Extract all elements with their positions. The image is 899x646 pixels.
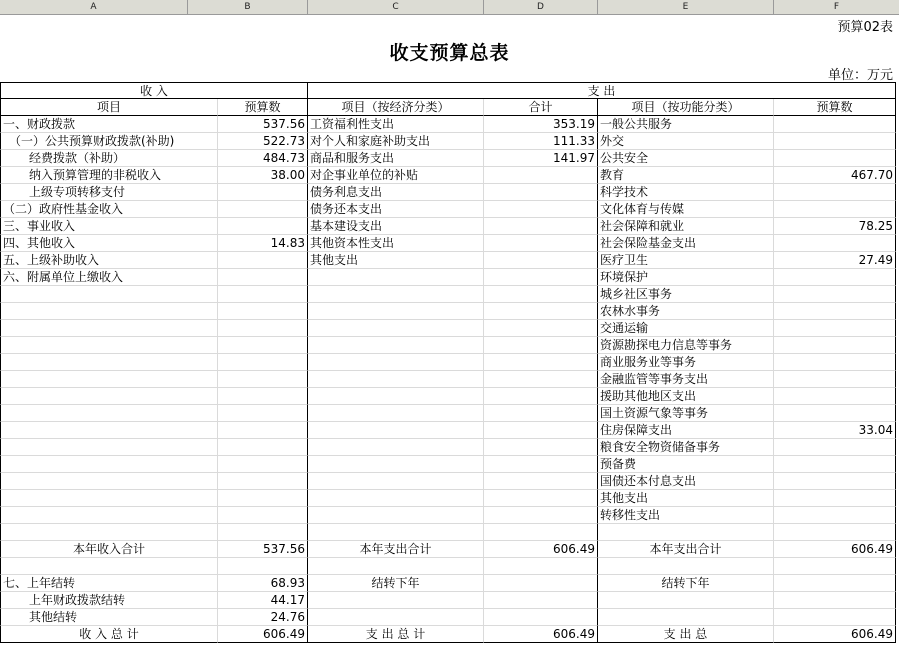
income-item-cell[interactable]: 六、附属单位上缴收入 — [0, 269, 218, 286]
func-item-cell[interactable]: 公共安全 — [598, 150, 774, 167]
econ-item-cell[interactable] — [308, 473, 484, 490]
income-item-cell[interactable] — [0, 303, 218, 320]
econ-amount-cell[interactable] — [484, 405, 598, 422]
econ-item-cell[interactable]: 结转下年 — [308, 575, 484, 592]
income-amount-cell[interactable]: 484.73 — [218, 150, 308, 167]
econ-amount-cell[interactable]: 111.33 — [484, 133, 598, 150]
income-item-cell[interactable]: 纳入预算管理的非税收入 — [0, 167, 218, 184]
econ-amount-cell[interactable]: 141.97 — [484, 150, 598, 167]
func-amount-cell[interactable] — [774, 490, 896, 507]
econ-amount-cell[interactable]: 606.49 — [484, 541, 598, 558]
econ-item-cell[interactable] — [308, 609, 484, 626]
func-item-cell[interactable]: 结转下年 — [598, 575, 774, 592]
func-item-cell[interactable]: 环境保护 — [598, 269, 774, 286]
income-item-cell[interactable] — [0, 286, 218, 303]
econ-amount-cell[interactable] — [484, 507, 598, 524]
page-title: 收支预算总表 — [389, 42, 510, 64]
func-amount-cell[interactable] — [774, 133, 896, 150]
econ-item-cell[interactable] — [308, 320, 484, 337]
column-header-bar — [0, 0, 899, 15]
econ-amount-cell[interactable] — [484, 456, 598, 473]
func-amount-cell[interactable] — [774, 558, 896, 575]
func-item-cell[interactable]: 预备费 — [598, 456, 774, 473]
econ-amount-cell[interactable] — [484, 337, 598, 354]
func-amount-cell[interactable] — [774, 116, 896, 133]
income-item-cell[interactable]: 五、上级补助收入 — [0, 252, 218, 269]
income-amount-cell[interactable] — [218, 422, 308, 439]
func-amount-cell[interactable] — [774, 388, 896, 405]
func-item-cell[interactable]: 医疗卫生 — [598, 252, 774, 269]
income-item-cell[interactable]: （二）政府性基金收入 — [0, 201, 218, 218]
econ-amount-cell[interactable] — [484, 269, 598, 286]
func-item-cell[interactable]: 农林水事务 — [598, 303, 774, 320]
func-item-cell[interactable]: 社会保障和就业 — [598, 218, 774, 235]
func-item-cell[interactable]: 文化体育与传媒 — [598, 201, 774, 218]
func-item-cell[interactable] — [598, 558, 774, 575]
func-item-cell[interactable]: 商业服务业等事务 — [598, 354, 774, 371]
income-amount-cell[interactable] — [218, 269, 308, 286]
func-item-cell[interactable] — [598, 592, 774, 609]
econ-amount-cell[interactable] — [484, 184, 598, 201]
income-item-cell[interactable] — [0, 405, 218, 422]
econ-item-cell[interactable]: 工资福利性支出 — [308, 116, 484, 133]
income-amount-cell[interactable]: 14.83 — [218, 235, 308, 252]
func-amount-cell[interactable] — [774, 592, 896, 609]
income-amount-cell[interactable] — [218, 218, 308, 235]
func-item-cell[interactable]: 国债还本付息支出 — [598, 473, 774, 490]
func-item-cell[interactable]: 社会保险基金支出 — [598, 235, 774, 252]
func-item-cell[interactable]: 一般公共服务 — [598, 116, 774, 133]
econ-item-cell[interactable]: 基本建设支出 — [308, 218, 484, 235]
func-amount-cell[interactable] — [774, 337, 896, 354]
econ-amount-cell[interactable] — [484, 558, 598, 575]
income-item-cell[interactable]: （一）公共预算财政拨款(补助) — [0, 133, 218, 150]
econ-item-cell[interactable] — [308, 439, 484, 456]
income-section-header[interactable]: 收 入 — [0, 82, 308, 99]
income-amount-cell[interactable] — [218, 524, 308, 541]
econ-amount-cell[interactable] — [484, 422, 598, 439]
func-item-cell[interactable]: 本年支出合计 — [598, 541, 774, 558]
income-amount-cell[interactable] — [218, 354, 308, 371]
income-item-cell[interactable] — [0, 422, 218, 439]
func-item-cell[interactable]: 外交 — [598, 133, 774, 150]
total-header[interactable]: 合计 — [484, 99, 598, 116]
income-amount-cell[interactable] — [218, 439, 308, 456]
func-amount-cell[interactable]: 606.49 — [774, 541, 896, 558]
econ-amount-cell[interactable] — [484, 524, 598, 541]
func-amount-cell[interactable] — [774, 303, 896, 320]
income-amount-cell[interactable] — [218, 388, 308, 405]
econ-amount-cell[interactable] — [484, 592, 598, 609]
econ-amount-cell[interactable] — [484, 354, 598, 371]
income-item-cell[interactable] — [0, 388, 218, 405]
econ-item-cell[interactable]: 对个人和家庭补助支出 — [308, 133, 484, 150]
func-amount-cell[interactable] — [774, 473, 896, 490]
income-item-cell[interactable]: 其他结转 — [0, 609, 218, 626]
income-amount-cell[interactable] — [218, 337, 308, 354]
item-header[interactable]: 项目 — [0, 99, 218, 116]
econ-item-cell[interactable] — [308, 490, 484, 507]
func-item-cell[interactable]: 粮食安全物资储备事务 — [598, 439, 774, 456]
econ-amount-cell[interactable] — [484, 218, 598, 235]
income-amount-cell[interactable] — [218, 473, 308, 490]
func-item-cell[interactable]: 资源勘探电力信息等事务 — [598, 337, 774, 354]
func-amount-cell[interactable]: 78.25 — [774, 218, 896, 235]
econ-amount-cell[interactable] — [484, 252, 598, 269]
func-item-cell[interactable]: 金融监管等事务支出 — [598, 371, 774, 388]
econ-item-cell[interactable] — [308, 388, 484, 405]
func-amount-cell[interactable] — [774, 405, 896, 422]
econ-item-cell[interactable] — [308, 507, 484, 524]
income-amount-cell[interactable]: 606.49 — [218, 626, 308, 643]
econ-item-cell[interactable]: 其他支出 — [308, 252, 484, 269]
econ-amount-cell[interactable]: 606.49 — [484, 626, 598, 643]
econ-amount-cell[interactable] — [484, 303, 598, 320]
income-amount-cell[interactable] — [218, 507, 308, 524]
income-item-cell[interactable] — [0, 558, 218, 575]
econ-item-cell[interactable]: 本年支出合计 — [308, 541, 484, 558]
func-item-cell[interactable]: 转移性支出 — [598, 507, 774, 524]
econ-amount-cell[interactable] — [484, 388, 598, 405]
income-item-cell[interactable]: 三、事业收入 — [0, 218, 218, 235]
econ-amount-cell[interactable] — [484, 473, 598, 490]
income-item-cell[interactable] — [0, 439, 218, 456]
income-item-cell[interactable]: 经费拨款（补助） — [0, 150, 218, 167]
econ-item-cell[interactable] — [308, 456, 484, 473]
func-amount-cell[interactable] — [774, 235, 896, 252]
func-item-cell[interactable]: 教育 — [598, 167, 774, 184]
func-item-cell[interactable]: 援助其他地区支出 — [598, 388, 774, 405]
func-amount-cell[interactable] — [774, 456, 896, 473]
income-amount-cell[interactable]: 537.56 — [218, 541, 308, 558]
econ-amount-cell[interactable] — [484, 286, 598, 303]
func-item-cell[interactable]: 科学技术 — [598, 184, 774, 201]
econ-amount-cell[interactable] — [484, 201, 598, 218]
item-econ-header[interactable]: 项目（按经济分类） — [308, 99, 484, 116]
econ-item-cell[interactable] — [308, 405, 484, 422]
income-item-cell[interactable]: 上年财政拨款结转 — [0, 592, 218, 609]
econ-amount-cell[interactable] — [484, 609, 598, 626]
econ-amount-cell[interactable] — [484, 371, 598, 388]
income-item-cell[interactable] — [0, 490, 218, 507]
econ-item-cell[interactable] — [308, 422, 484, 439]
item-func-header[interactable]: 项目（按功能分类） — [598, 99, 774, 116]
econ-item-cell[interactable] — [308, 337, 484, 354]
income-amount-cell[interactable] — [218, 320, 308, 337]
income-amount-cell[interactable] — [218, 405, 308, 422]
income-item-cell[interactable] — [0, 507, 218, 524]
income-amount-cell[interactable] — [218, 558, 308, 575]
income-amount-cell[interactable]: 522.73 — [218, 133, 308, 150]
econ-amount-cell[interactable] — [484, 167, 598, 184]
form-number: 预算02表 — [837, 20, 893, 35]
func-item-cell[interactable]: 交通运输 — [598, 320, 774, 337]
func-amount-cell[interactable] — [774, 354, 896, 371]
income-amount-cell[interactable] — [218, 371, 308, 388]
income-amount-cell[interactable] — [218, 201, 308, 218]
func-amount-cell[interactable] — [774, 184, 896, 201]
econ-item-cell[interactable] — [308, 303, 484, 320]
func-item-cell[interactable] — [598, 609, 774, 626]
func-item-cell[interactable]: 住房保障支出 — [598, 422, 774, 439]
econ-item-cell[interactable] — [308, 524, 484, 541]
econ-item-cell[interactable] — [308, 286, 484, 303]
func-amount-cell[interactable] — [774, 524, 896, 541]
econ-amount-cell[interactable] — [484, 320, 598, 337]
econ-item-cell[interactable] — [308, 269, 484, 286]
econ-amount-cell[interactable]: 353.19 — [484, 116, 598, 133]
func-amount-cell[interactable]: 27.49 — [774, 252, 896, 269]
income-amount-cell[interactable] — [218, 303, 308, 320]
econ-amount-cell[interactable] — [484, 490, 598, 507]
budget-header[interactable]: 预算数 — [218, 99, 308, 116]
income-item-cell[interactable]: 收 入 总 计 — [0, 626, 218, 643]
income-amount-cell[interactable]: 38.00 — [218, 167, 308, 184]
func-amount-cell[interactable]: 33.04 — [774, 422, 896, 439]
income-item-cell[interactable] — [0, 320, 218, 337]
income-item-cell[interactable]: 四、其他收入 — [0, 235, 218, 252]
func-amount-cell[interactable] — [774, 575, 896, 592]
func-item-cell[interactable]: 其他支出 — [598, 490, 774, 507]
budget2-header[interactable]: 预算数 — [774, 99, 896, 116]
econ-item-cell[interactable] — [308, 558, 484, 575]
econ-item-cell[interactable]: 支 出 总 计 — [308, 626, 484, 643]
income-amount-cell[interactable]: 68.93 — [218, 575, 308, 592]
column-header-b[interactable]: B — [188, 0, 308, 14]
income-amount-cell[interactable] — [218, 252, 308, 269]
func-item-cell[interactable] — [598, 524, 774, 541]
income-amount-cell[interactable] — [218, 286, 308, 303]
column-header-d[interactable]: D — [484, 0, 598, 14]
income-amount-cell[interactable]: 44.17 — [218, 592, 308, 609]
income-amount-cell[interactable] — [218, 456, 308, 473]
func-amount-cell[interactable] — [774, 507, 896, 524]
expense-section-header[interactable]: 支 出 — [308, 82, 896, 99]
column-header-e[interactable]: E — [598, 0, 774, 14]
econ-item-cell[interactable]: 对企事业单位的补贴 — [308, 167, 484, 184]
econ-item-cell[interactable]: 其他资本性支出 — [308, 235, 484, 252]
func-amount-cell[interactable] — [774, 269, 896, 286]
income-item-cell[interactable]: 本年收入合计 — [0, 541, 218, 558]
func-amount-cell[interactable] — [774, 286, 896, 303]
econ-item-cell[interactable]: 债务还本支出 — [308, 201, 484, 218]
unit-label: 单位：万元 — [827, 68, 893, 83]
econ-amount-cell[interactable] — [484, 439, 598, 456]
income-item-cell[interactable]: 上级专项转移支付 — [0, 184, 218, 201]
econ-item-cell[interactable] — [308, 592, 484, 609]
income-item-cell[interactable] — [0, 524, 218, 541]
func-amount-cell[interactable]: 467.70 — [774, 167, 896, 184]
econ-item-cell[interactable] — [308, 371, 484, 388]
income-item-cell[interactable] — [0, 371, 218, 388]
income-item-cell[interactable] — [0, 354, 218, 371]
func-amount-cell[interactable] — [774, 150, 896, 167]
econ-item-cell[interactable] — [308, 354, 484, 371]
func-item-cell[interactable]: 支 出 总 — [598, 626, 774, 643]
column-header-a[interactable]: A — [0, 0, 188, 14]
column-header-c[interactable]: C — [308, 0, 484, 14]
income-amount-cell[interactable]: 24.76 — [218, 609, 308, 626]
income-item-cell[interactable] — [0, 337, 218, 354]
income-amount-cell[interactable]: 537.56 — [218, 116, 308, 133]
column-header-f[interactable]: F — [833, 2, 840, 12]
income-amount-cell[interactable] — [218, 184, 308, 201]
func-item-cell[interactable]: 国土资源气象等事务 — [598, 405, 774, 422]
func-item-cell[interactable]: 城乡社区事务 — [598, 286, 774, 303]
econ-item-cell[interactable]: 商品和服务支出 — [308, 150, 484, 167]
econ-item-cell[interactable]: 债务利息支出 — [308, 184, 484, 201]
func-amount-cell[interactable] — [774, 439, 896, 456]
econ-amount-cell[interactable] — [484, 235, 598, 252]
func-amount-cell[interactable]: 606.49 — [774, 626, 896, 643]
func-amount-cell[interactable] — [774, 201, 896, 218]
income-item-cell[interactable]: 七、上年结转 — [0, 575, 218, 592]
income-amount-cell[interactable] — [218, 490, 308, 507]
income-item-cell[interactable] — [0, 456, 218, 473]
func-amount-cell[interactable] — [774, 371, 896, 388]
econ-amount-cell[interactable] — [484, 575, 598, 592]
income-item-cell[interactable] — [0, 473, 218, 490]
income-item-cell[interactable]: 一、财政拨款 — [0, 116, 218, 133]
func-amount-cell[interactable] — [774, 320, 896, 337]
func-amount-cell[interactable] — [774, 609, 896, 626]
